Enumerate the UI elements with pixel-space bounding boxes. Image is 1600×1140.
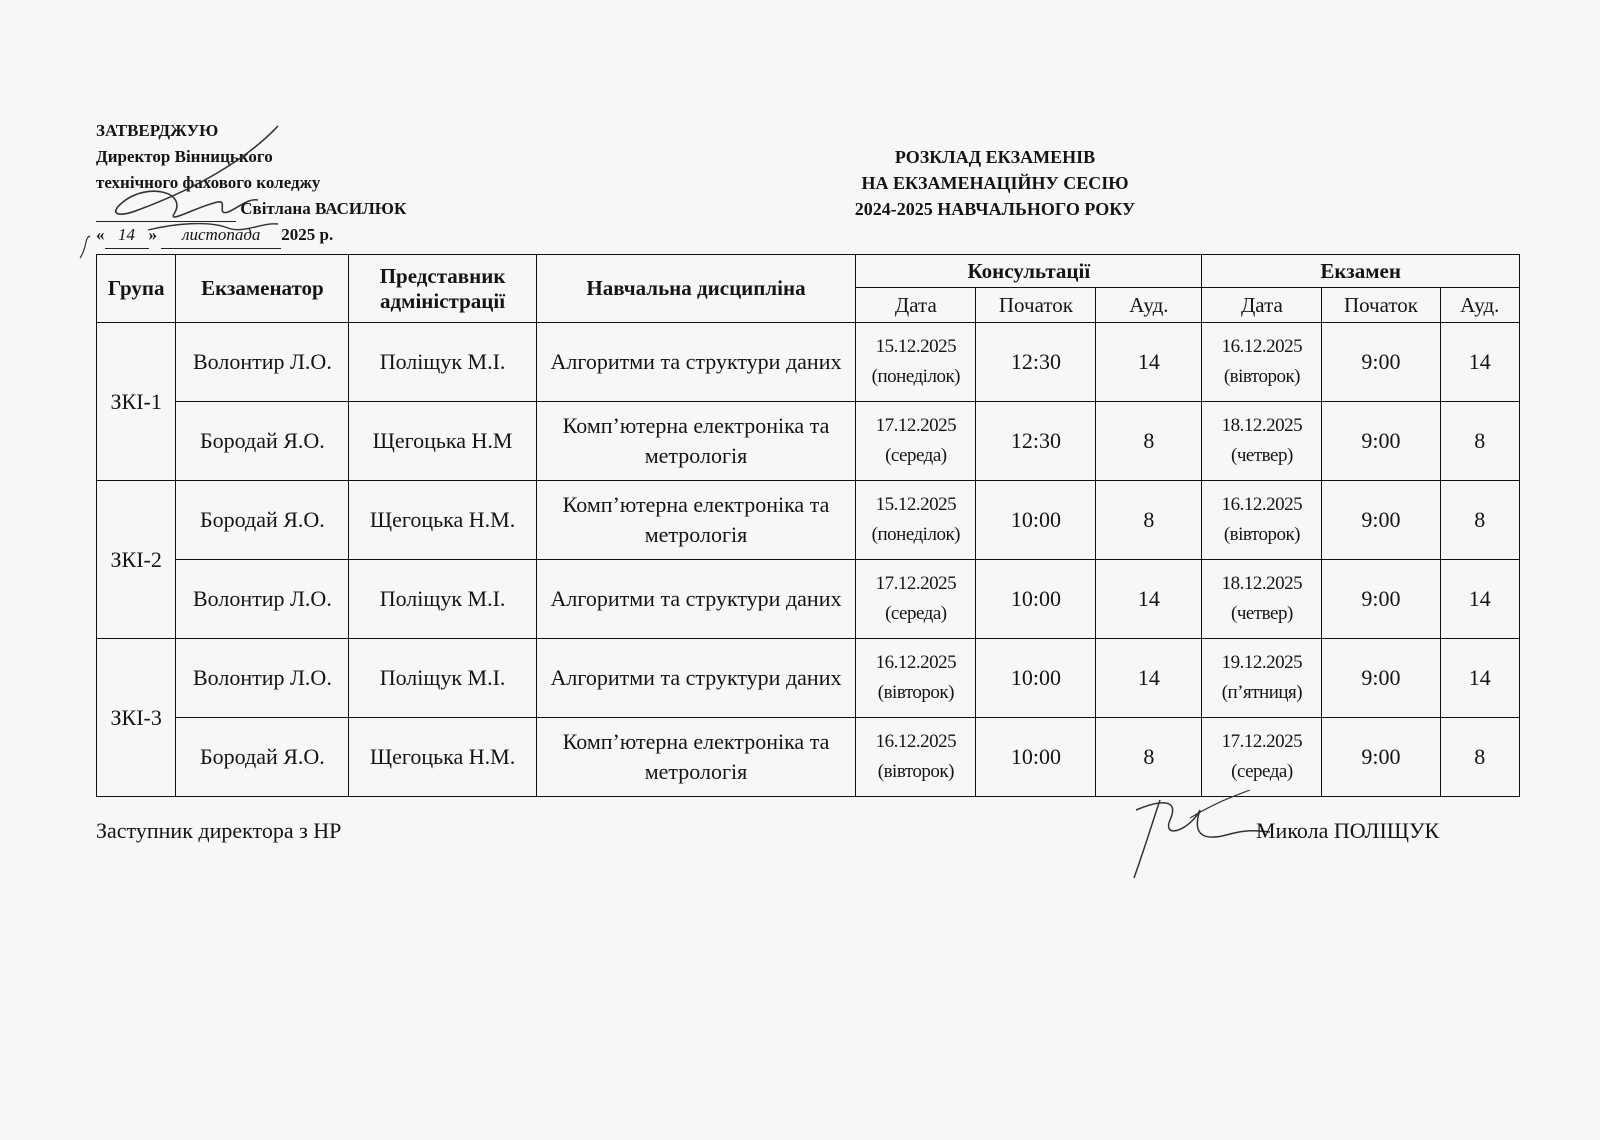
cons-start-cell: 12:30: [976, 323, 1096, 402]
group-cell: ЗКІ-1: [97, 323, 176, 481]
header-cons-room: Ауд.: [1096, 288, 1202, 323]
exam-date-cell: [1202, 481, 1322, 560]
exam-date: 16.12.2025: [1221, 336, 1303, 357]
approval-institution: технічного фахового коледжу: [96, 173, 321, 192]
footer-position: Заступник директора з НР: [96, 818, 342, 843]
cons-weekday: (середа): [885, 603, 947, 624]
discipline-cell: Комп’ютерна електроніка та метрологія: [536, 718, 856, 797]
cons-weekday: (середа): [885, 445, 947, 466]
examiner-cell: Бородай Я.О.: [176, 481, 349, 560]
examiner-cell: Волонтир Л.О.: [176, 639, 349, 718]
exam-start-cell: 9:00: [1322, 323, 1440, 402]
admin-cell: Щегоцька Н.М.: [349, 481, 536, 560]
cons-weekday: (понеділок): [871, 366, 961, 387]
cons-room-cell: 14: [1096, 323, 1202, 402]
cons-date: 15.12.2025: [875, 336, 957, 357]
cons-start-cell: 10:00: [976, 560, 1096, 639]
header-group: Група: [97, 255, 176, 323]
cons-weekday: (вівторок): [877, 761, 954, 782]
cons-start-cell: 10:00: [976, 718, 1096, 797]
exam-weekday: (четвер): [1231, 445, 1293, 466]
approval-month: листопада: [161, 222, 281, 249]
examiner-cell: Бородай Я.О.: [176, 402, 349, 481]
header-discipline: Навчальна дисципліна: [536, 255, 856, 323]
exam-room-cell: 14: [1440, 639, 1519, 718]
table-row: [97, 323, 1520, 402]
exam-start-cell: 9:00: [1322, 402, 1440, 481]
cons-start-cell: 12:30: [976, 402, 1096, 481]
table-row: [97, 481, 1520, 560]
exam-weekday: (вівторок): [1223, 366, 1300, 387]
approval-day: 14: [105, 222, 149, 249]
header-cons-date: Дата: [856, 288, 976, 323]
date-close-quote: »: [148, 225, 157, 244]
cons-date: 17.12.2025: [875, 415, 957, 436]
table-row: [97, 560, 1520, 639]
approval-year: 2025 р.: [281, 225, 334, 244]
exam-start-cell: 9:00: [1322, 718, 1440, 797]
exam-weekday: (середа): [1231, 761, 1293, 782]
cons-weekday: (вівторок): [877, 682, 954, 703]
table-row: [97, 718, 1520, 797]
cons-date-cell: [856, 323, 976, 402]
discipline-cell: Комп’ютерна електроніка та метрологія: [536, 481, 856, 560]
director-signature-image: [78, 118, 318, 268]
cons-date: 15.12.2025: [875, 494, 957, 515]
cons-room-cell: 14: [1096, 560, 1202, 639]
exam-start-cell: 9:00: [1322, 560, 1440, 639]
header-examiner: Екзаменатор: [176, 255, 349, 323]
header-consultations: Консультації: [856, 255, 1202, 288]
discipline-cell: Алгоритми та структури даних: [536, 639, 856, 718]
admin-cell: Щегоцька Н.М: [349, 402, 536, 481]
schedule-body: [97, 323, 1520, 797]
examiner-cell: Волонтир Л.О.: [176, 323, 349, 402]
cons-room-cell: 8: [1096, 402, 1202, 481]
exam-date-cell: [1202, 718, 1322, 797]
header-exam-room: Ауд.: [1440, 288, 1519, 323]
header-exam-date: Дата: [1202, 288, 1322, 323]
exam-date-cell: [1202, 402, 1322, 481]
header-admin-rep: Представник адміністрації: [349, 255, 536, 323]
cons-date-cell: [856, 639, 976, 718]
exam-room-cell: 8: [1440, 481, 1519, 560]
exam-weekday: (вівторок): [1223, 524, 1300, 545]
cons-start-cell: 10:00: [976, 639, 1096, 718]
cons-date-cell: [856, 481, 976, 560]
approval-signer: Світлана ВАСИЛЮК: [240, 199, 407, 218]
title-line-2: НА ЕКЗАМЕНАЦІЙНУ СЕСІЮ: [861, 173, 1129, 193]
exam-date: 16.12.2025: [1221, 494, 1303, 515]
cons-date: 17.12.2025: [875, 573, 957, 594]
exam-schedule-table: [96, 254, 1520, 797]
exam-weekday: (четвер): [1231, 603, 1293, 624]
exam-date: 18.12.2025: [1221, 573, 1303, 594]
exam-start-cell: 9:00: [1322, 481, 1440, 560]
admin-cell: Поліщук М.І.: [349, 639, 536, 718]
exam-start-cell: 9:00: [1322, 639, 1440, 718]
exam-date-cell: [1202, 639, 1322, 718]
cons-date: 16.12.2025: [875, 652, 957, 673]
table-row: [97, 639, 1520, 718]
cons-date-cell: [856, 560, 976, 639]
admin-cell: Поліщук М.І.: [349, 323, 536, 402]
exam-room-cell: 8: [1440, 718, 1519, 797]
exam-room-cell: 8: [1440, 402, 1519, 481]
date-open-quote: «: [96, 225, 105, 244]
discipline-cell: Алгоритми та структури даних: [536, 560, 856, 639]
header-exam-start: Початок: [1322, 288, 1440, 323]
exam-date-cell: [1202, 560, 1322, 639]
discipline-cell: Комп’ютерна електроніка та метрологія: [536, 402, 856, 481]
exam-room-cell: 14: [1440, 560, 1519, 639]
title-line-1: РОЗКЛАД ЕКЗАМЕНІВ: [894, 147, 1096, 167]
cons-date-cell: [856, 402, 976, 481]
admin-cell: Поліщук М.І.: [349, 560, 536, 639]
footer-name: Микола ПОЛІЩУК: [1256, 818, 1440, 843]
table-row: [97, 402, 1520, 481]
group-cell: ЗКІ-2: [97, 481, 176, 639]
examiner-cell: Волонтир Л.О.: [176, 560, 349, 639]
document-title: [760, 144, 1230, 222]
cons-room-cell: 8: [1096, 481, 1202, 560]
group-cell: ЗКІ-3: [97, 639, 176, 797]
exam-room-cell: 14: [1440, 323, 1519, 402]
cons-date: 16.12.2025: [875, 731, 957, 752]
header-exam: Екзамен: [1202, 255, 1520, 288]
exam-date-cell: [1202, 323, 1322, 402]
approval-heading: ЗАТВЕРДЖУЮ: [96, 121, 219, 140]
admin-cell: Щегоцька Н.М.: [349, 718, 536, 797]
cons-date-cell: [856, 718, 976, 797]
header-cons-start: Початок: [976, 288, 1096, 323]
examiner-cell: Бородай Я.О.: [176, 718, 349, 797]
approval-position: Директор Вінницького: [96, 147, 273, 166]
exam-date: 18.12.2025: [1221, 415, 1303, 436]
cons-start-cell: 10:00: [976, 481, 1096, 560]
exam-date: 17.12.2025: [1221, 731, 1303, 752]
cons-room-cell: 8: [1096, 718, 1202, 797]
title-line-3: 2024-2025 НАВЧАЛЬНОГО РОКУ: [854, 199, 1136, 219]
cons-room-cell: 14: [1096, 639, 1202, 718]
exam-date: 19.12.2025: [1221, 652, 1303, 673]
exam-weekday: (п’ятниця): [1221, 682, 1303, 703]
discipline-cell: Алгоритми та структури даних: [536, 323, 856, 402]
cons-weekday: (понеділок): [871, 524, 961, 545]
